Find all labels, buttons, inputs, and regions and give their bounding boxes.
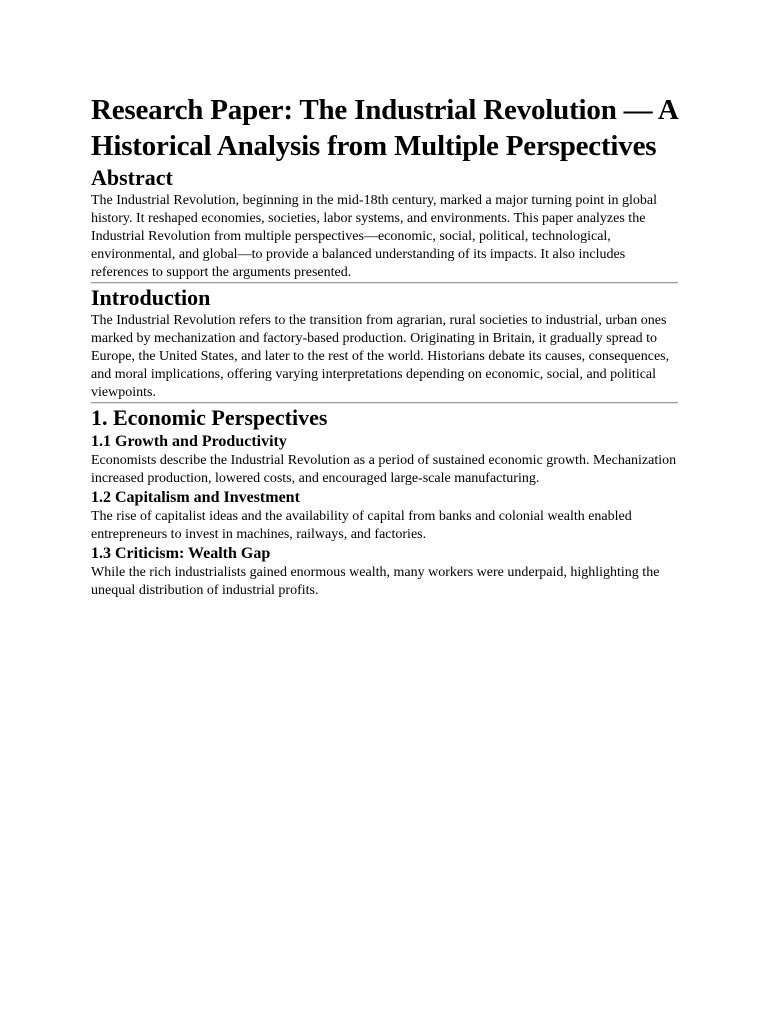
document-title: Research Paper: The Industrial Revolution — A Historical Analysis from Multiple Perspectives [91, 94, 678, 162]
subsection-text-wealth-gap: While the rich industrialists gained enormous wealth, many workers were underpaid, highlighting the unequal distribution of industrial profits. [91, 565, 660, 598]
subsection-heading-capitalism: 1.2 Capitalism and Investment [91, 489, 300, 506]
subsection-heading-wealth-gap: 1.3 Criticism: Wealth Gap [91, 545, 271, 562]
subsection-text-growth: Economists describe the Industrial Revolution as a period of sustained economic growth. Mechanization increased production, lowered costs, and encouraged large-scale manufacturing. [91, 453, 677, 486]
abstract-text: The Industrial Revolution, beginning in the mid-18th century, marked a major turning point in global history. It reshaped economies, societies, labor systems, and environments. This paper analyzes the Industrial Revolution from multiple perspectives—economic, social, political, technological, environmental, and global—to provide a balanced understanding of its impacts. It also includes references to support the arguments presented. [91, 193, 657, 280]
document-page [91, 92, 678, 600]
abstract-heading: Abstract [91, 165, 173, 190]
subsection-text-capitalism: The rise of capitalist ideas and the availability of capital from banks and colonial wealth enabled entrepreneurs to invest in machines, railways, and factories. [91, 509, 632, 542]
introduction-text: The Industrial Revolution refers to the transition from agrarian, rural societies to industrial, urban ones marked by mechanization and factory-based production. Originating in Britain, it gradually spread to Europe, the United States, and later to the rest of the world. Historians debate its causes, consequences, and moral implications, offering varying interpretations depending on economic, social, and political viewpoints. [91, 313, 670, 400]
economic-perspectives-heading: 1. Economic Perspectives [91, 405, 328, 430]
subsection-heading-growth: 1.1 Growth and Productivity [91, 433, 287, 450]
introduction-heading: Introduction [91, 285, 211, 310]
